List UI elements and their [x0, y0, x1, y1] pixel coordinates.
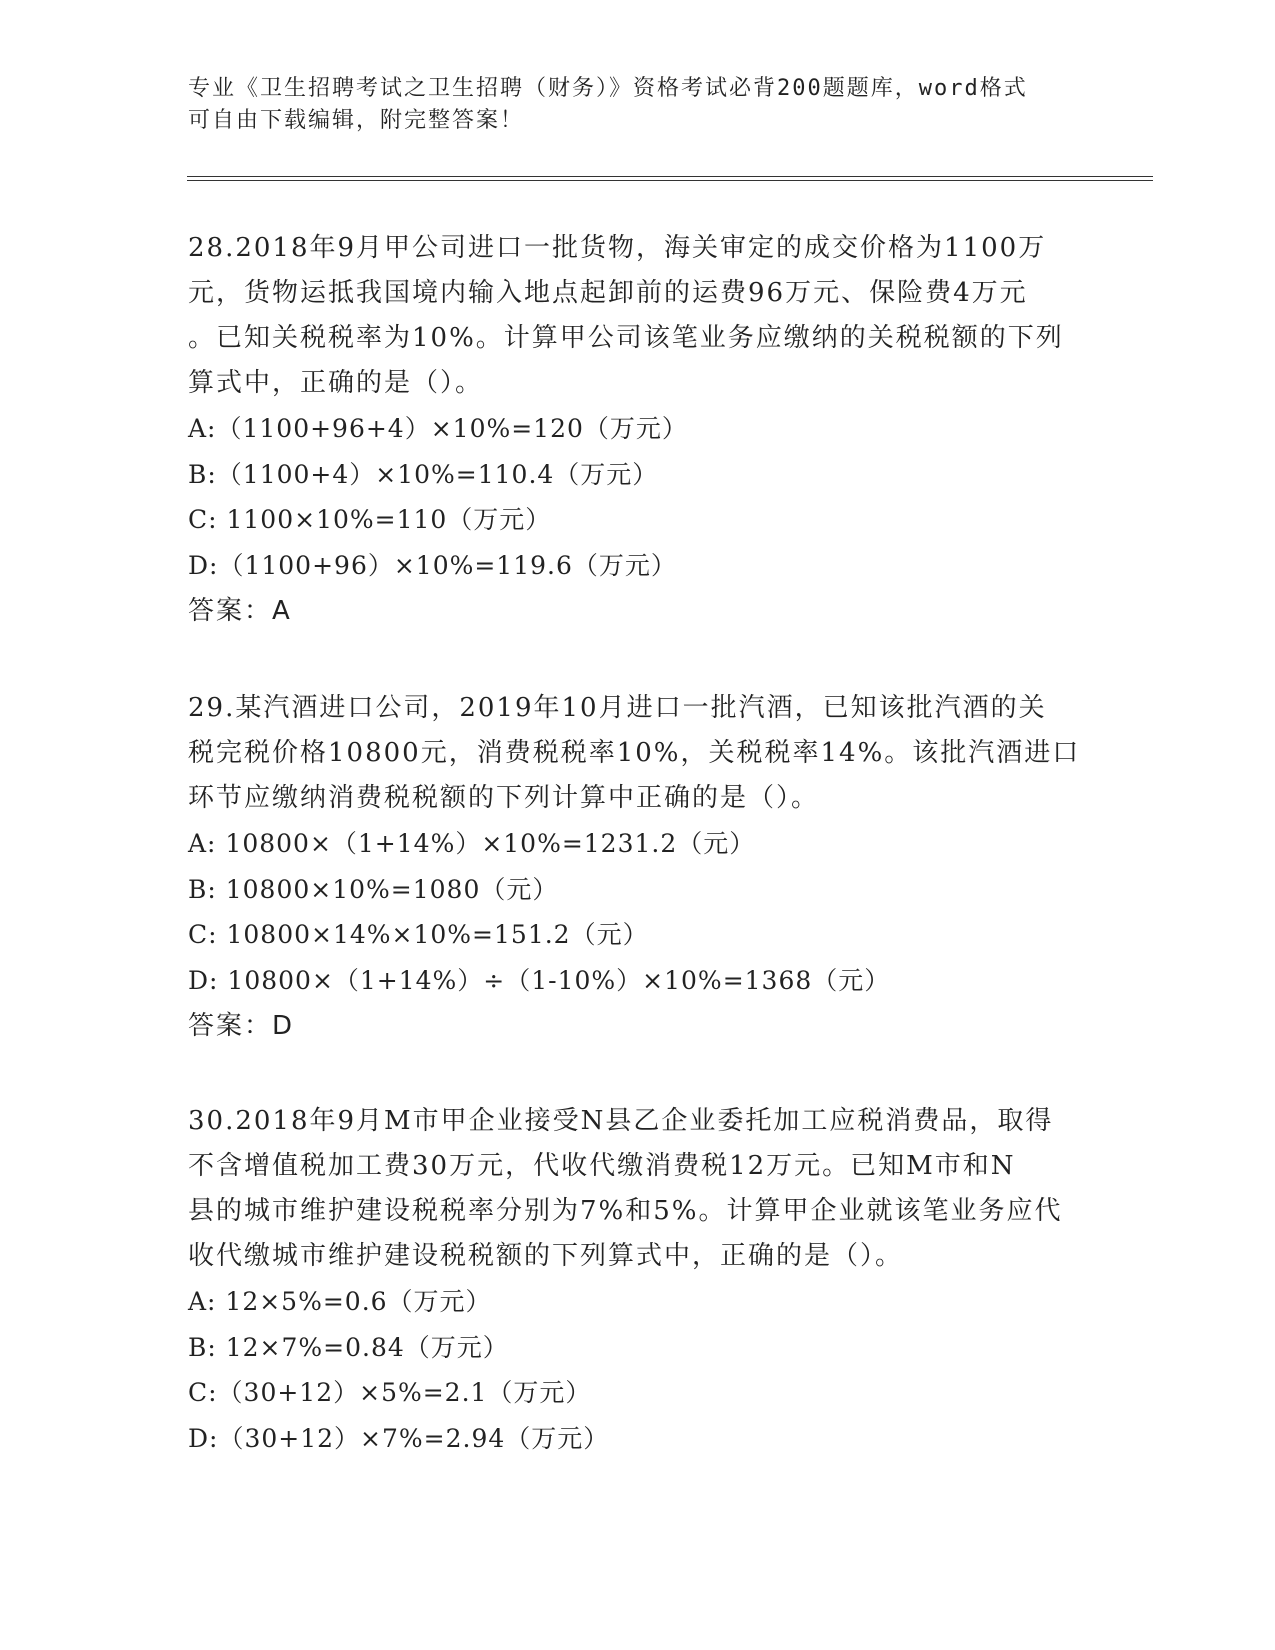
- option-c: C:（30+12）×5%=2.1（万元）: [188, 1378, 592, 1407]
- question-30: [188, 1099, 1138, 1461]
- question-29: [188, 686, 1138, 1049]
- option-d: D:（1100+96）×10%=119.6（万元）: [188, 550, 677, 580]
- option-b: B:（1100+4）×10%=110.4（万元）: [188, 459, 659, 489]
- option-a: A: 12×5%=0.6（万元）: [188, 1287, 492, 1316]
- option-d: D:（30+12）×7%=2.94（万元）: [188, 1423, 610, 1453]
- answer-label: 答案：A: [188, 596, 292, 626]
- question-text-line: 环节应缴纳消费税税额的下列计算中正确的是（）。: [188, 783, 820, 813]
- question-text-line: 算式中，正确的是（）。: [188, 368, 484, 398]
- answer-label: 答案：D: [188, 1011, 295, 1041]
- question-text-line: 29.某汽酒进口公司，2019年10月进口一批汽酒，已知该批汽酒的关: [188, 693, 1047, 723]
- option-a: A: 10800×（1+14%）×10%=1231.2（元）: [188, 829, 756, 858]
- question-text-line: 元，货物运抵我国境内输入地点起卸前的运费96万元、保险费4万元: [188, 278, 1028, 308]
- option-b: B: 12×7%=0.84（万元）: [188, 1332, 509, 1362]
- option-c: C: 10800×14%×10%=151.2（元）: [188, 920, 649, 949]
- question-text-line: 。已知关税税率为10%。计算甲公司该笔业务应缴纳的关税税额的下列: [188, 323, 1064, 353]
- question-28: [188, 226, 1138, 634]
- question-text-line: 30.2018年9月M市甲企业接受N县乙企业委托加工应税消费品，取得: [188, 1106, 1054, 1136]
- question-text-line: 不含增值税加工费30万元，代收代缴消费税12万元。已知M市和N: [188, 1151, 1016, 1181]
- option-d: D: 10800×（1+14%）÷（1-10%）×10%=1368（元）: [188, 965, 891, 995]
- question-text-line: 收代缴城市维护建设税税额的下列算式中，正确的是（）。: [188, 1241, 904, 1271]
- header-line-1: 专业《卫生招聘考试之卫生招聘（财务）》资格考试必背200题题库，word格式: [188, 76, 1028, 101]
- option-c: C: 1100×10%=110（万元）: [188, 505, 552, 534]
- document-header: [188, 73, 1088, 137]
- question-text-line: 县的城市维护建设税税率分别为7%和5%。计算甲企业就该笔业务应代: [188, 1196, 1063, 1226]
- option-a: A:（1100+96+4）×10%=120（万元）: [188, 414, 688, 443]
- question-text-line: 税完税价格10800元，消费税税率10%，关税税率14%。该批汽酒进口: [188, 738, 1081, 768]
- question-text-line: 28.2018年9月甲公司进口一批货物，海关审定的成交价格为1100万: [188, 233, 1047, 263]
- option-b: B: 10800×10%=1080（元）: [188, 874, 559, 904]
- header-divider: [187, 176, 1153, 181]
- header-line-2: 可自由下载编辑，附完整答案！: [188, 108, 525, 133]
